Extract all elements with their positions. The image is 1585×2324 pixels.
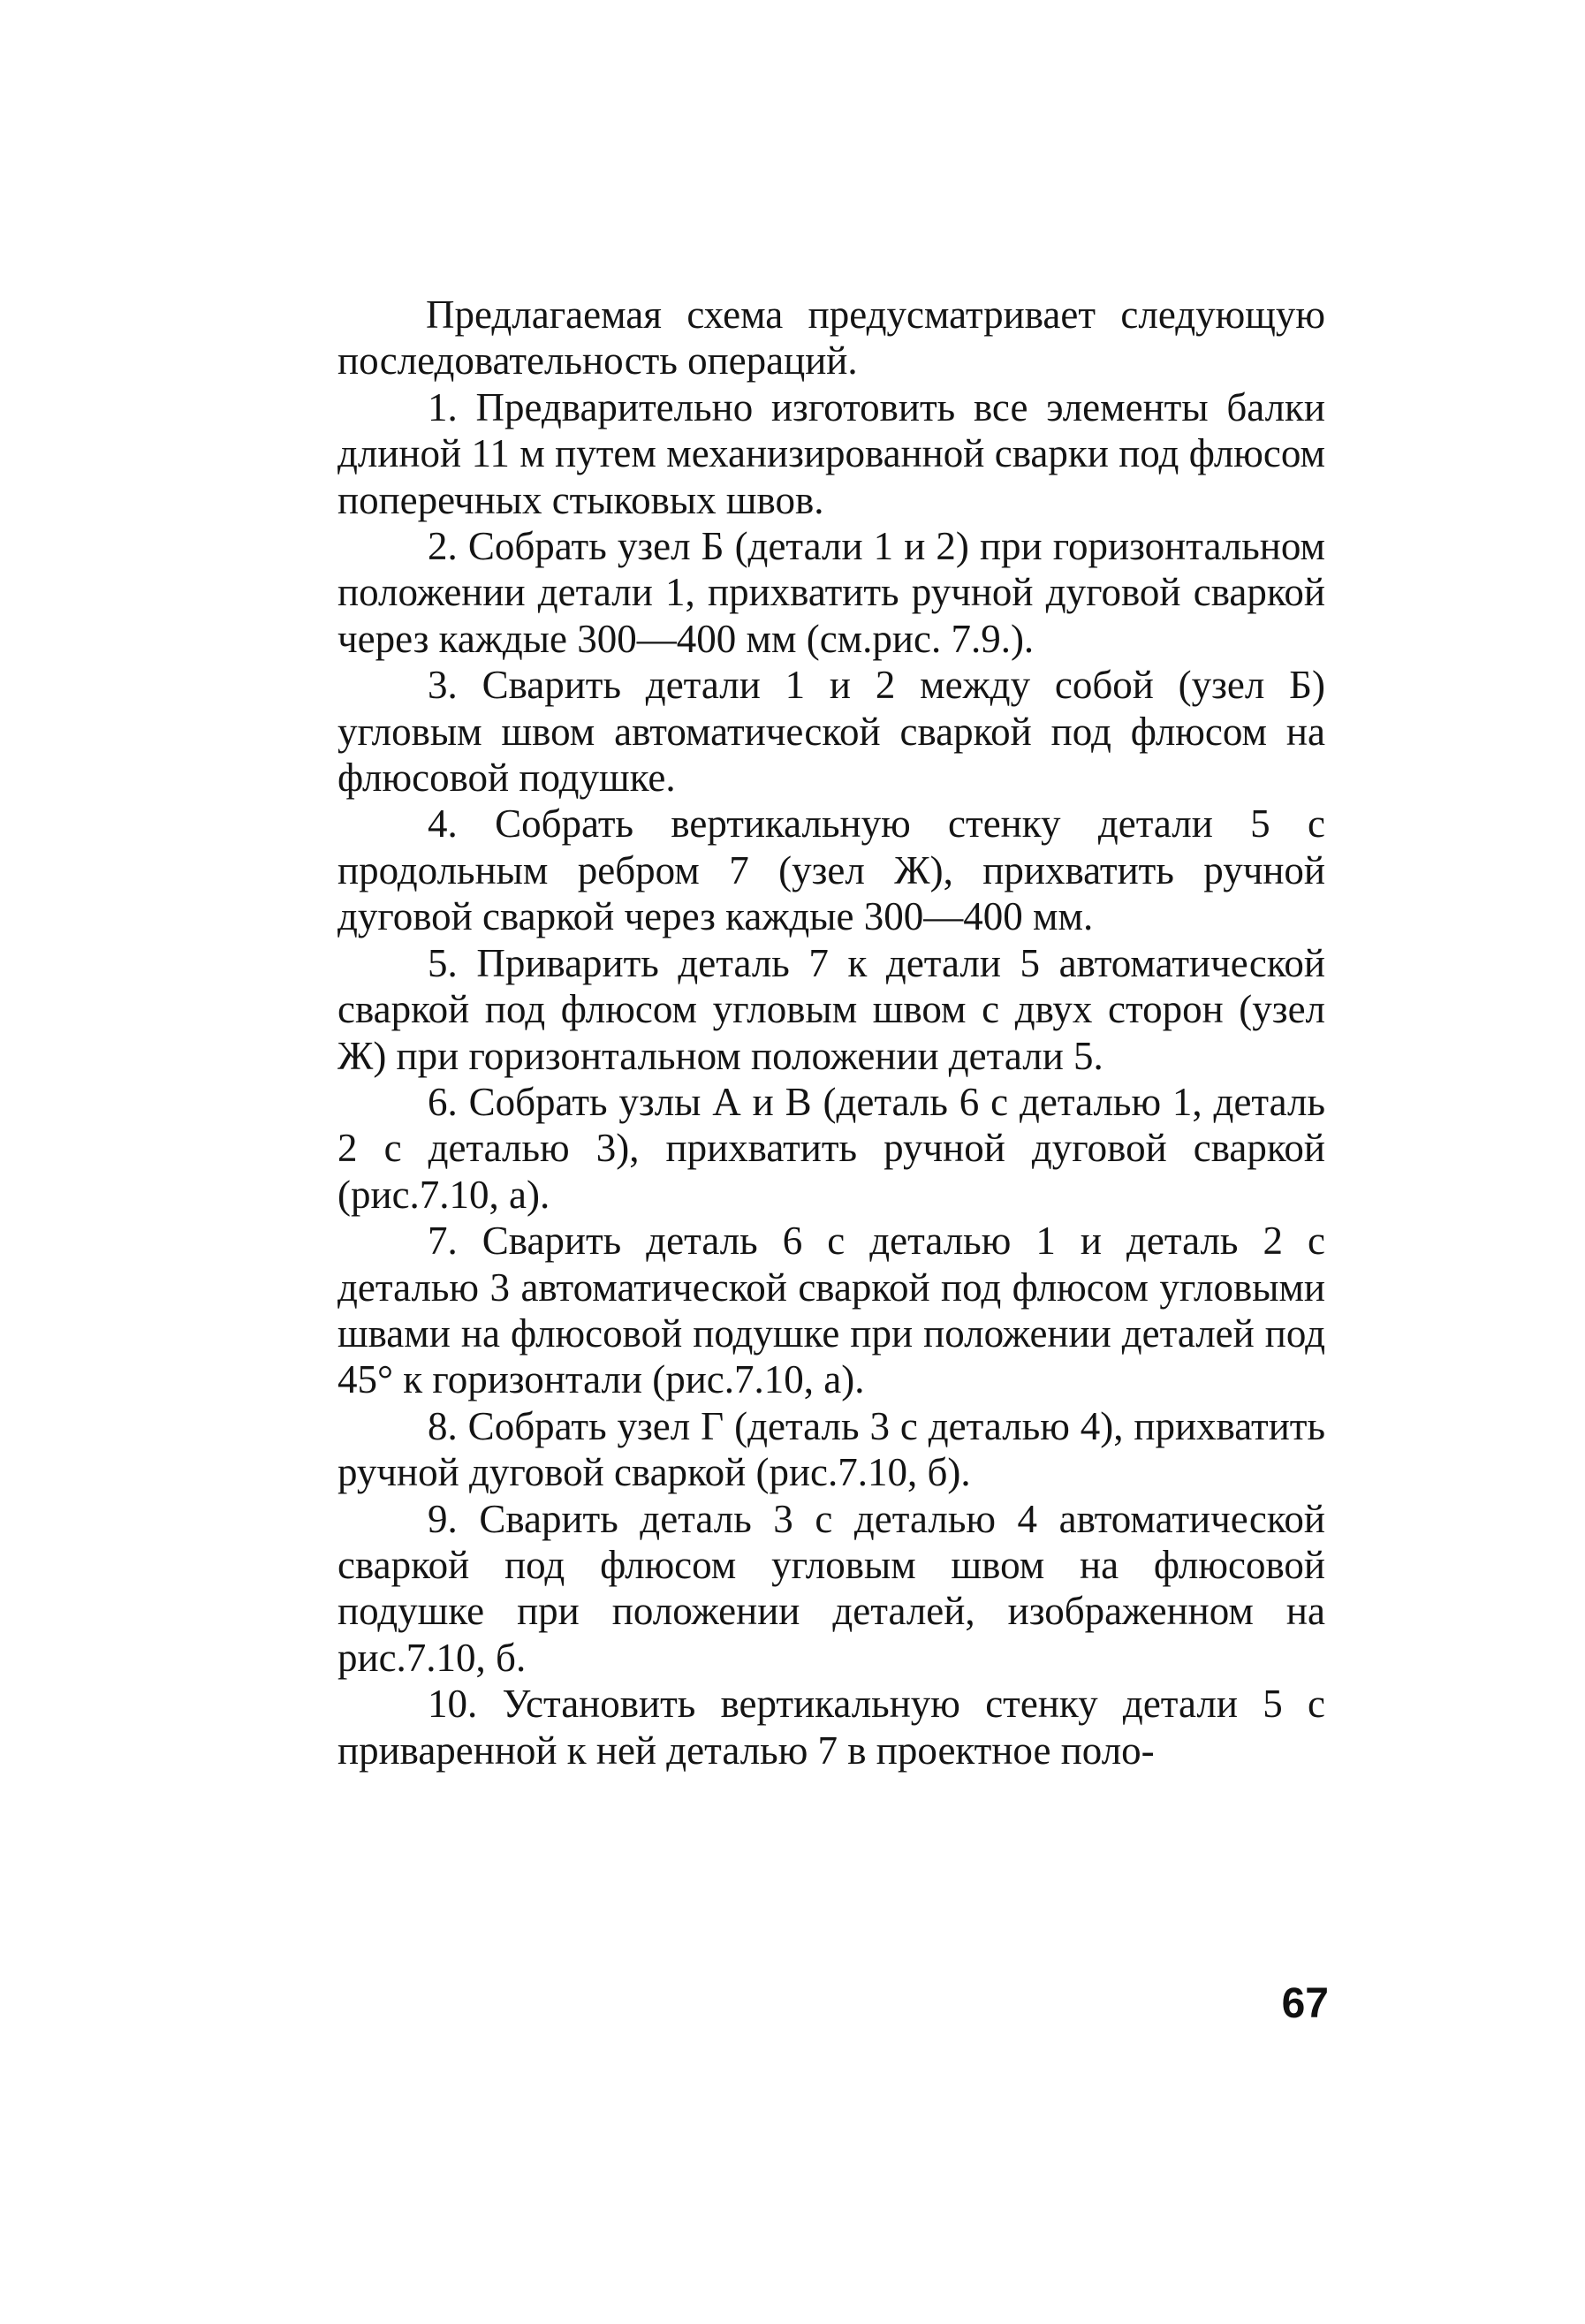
operation-step-5: 5. Приварить деталь 7 к детали 5 автоматической сваркой под флюсом угловым швом с двух сторон (узел Ж) при горизонтальном положении детали 5. [337, 940, 1325, 1078]
intro-paragraph: Предлагаемая схема предусматривает следующую последовательность операций. [337, 292, 1325, 384]
operation-step-4: 4. Собрать вертикальную стенку детали 5 с продольным ребром 7 (узел Ж), прихватить ручной дуговой сваркой через каждые 300—400 мм. [337, 801, 1325, 939]
operation-step-2: 2. Собрать узел Б (детали 1 и 2) при горизонтальном положении детали 1, прихватить ручной дуговой сваркой через каждые 300—400 мм (см.рис. 7.9.). [337, 524, 1325, 661]
operation-step-1: 1. Предварительно изготовить все элементы балки длиной 11 м путем механизированной сварки под флюсом поперечных стыковых швов. [337, 384, 1325, 522]
operation-step-3: 3. Сварить детали 1 и 2 между собой (узел Б) угловым швом автоматической сваркой под флюсом на флюсовой подушке. [337, 663, 1325, 801]
operation-step-9: 9. Сварить деталь 3 с деталью 4 автоматической сваркой под флюсом угловым швом на флюсовой подушке при положении деталей, изображенном на рис.7.10, б. [337, 1496, 1325, 1680]
operation-step-6: 6. Собрать узлы А и В (деталь 6 с деталью 1, деталь 2 с деталью 3), прихватить ручной дуговой сваркой (рис.7.10, а). [337, 1079, 1325, 1217]
body-text [337, 292, 1325, 1773]
operation-step-7: 7. Сварить деталь 6 с деталью 1 и деталь 2 с деталью 3 автоматической сваркой под флюсом угловыми швами на флюсовой подушке при положении деталей под 45° к горизонтали (рис.7.10, а). [337, 1219, 1325, 1402]
page-number: 67 [1281, 1980, 1329, 2027]
operation-step-8: 8. Собрать узел Г (деталь 3 с деталью 4), прихватить ручной дуговой сваркой (рис.7.10, б). [337, 1403, 1325, 1495]
operation-step-10: 10. Установить вертикальную стенку детали 5 с приваренной к ней деталью 7 в проектное поло- [337, 1682, 1325, 1773]
